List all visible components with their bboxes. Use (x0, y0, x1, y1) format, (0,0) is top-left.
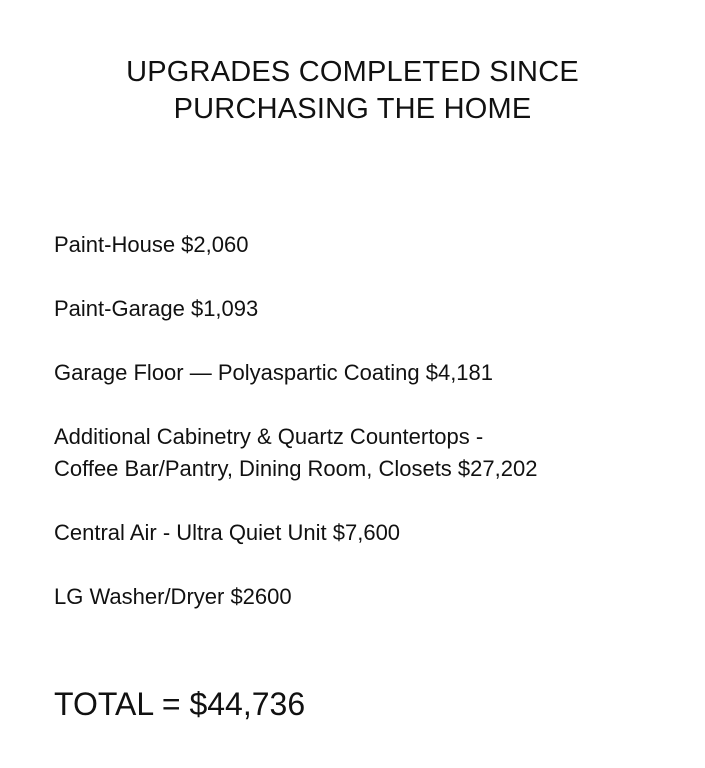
title-line-2: PURCHASING THE HOME (173, 93, 532, 125)
upgrade-item-garage-floor (54, 357, 694, 389)
title-line-1: UPGRADES COMPLETED SINCE (126, 56, 579, 88)
upgrade-item-text: LG Washer/Dryer $2600 (54, 584, 292, 609)
upgrade-item-cabinetry (54, 421, 694, 485)
upgrade-item-text: Paint-House $2,060 (54, 232, 249, 257)
upgrade-item-text-line-1: Additional Cabinetry & Quartz Countertops - (54, 424, 484, 449)
total-amount: TOTAL = $44,736 (54, 686, 306, 722)
upgrade-item-text: Paint-Garage $1,093 (54, 296, 259, 321)
upgrade-list (54, 229, 694, 645)
upgrade-item-text: Central Air - Ultra Quiet Unit $7,600 (54, 520, 401, 545)
upgrade-item-washer-dryer (54, 581, 694, 613)
upgrade-item-text-line-2: Coffee Bar/Pantry, Dining Room, Closets $27,202 (54, 456, 538, 481)
document-title (0, 54, 705, 128)
upgrade-item-paint-house (54, 229, 694, 261)
upgrade-item-text: Garage Floor — Polyaspartic Coating $4,181 (54, 360, 494, 385)
upgrade-item-central-air (54, 517, 694, 549)
upgrade-item-paint-garage (54, 293, 694, 325)
